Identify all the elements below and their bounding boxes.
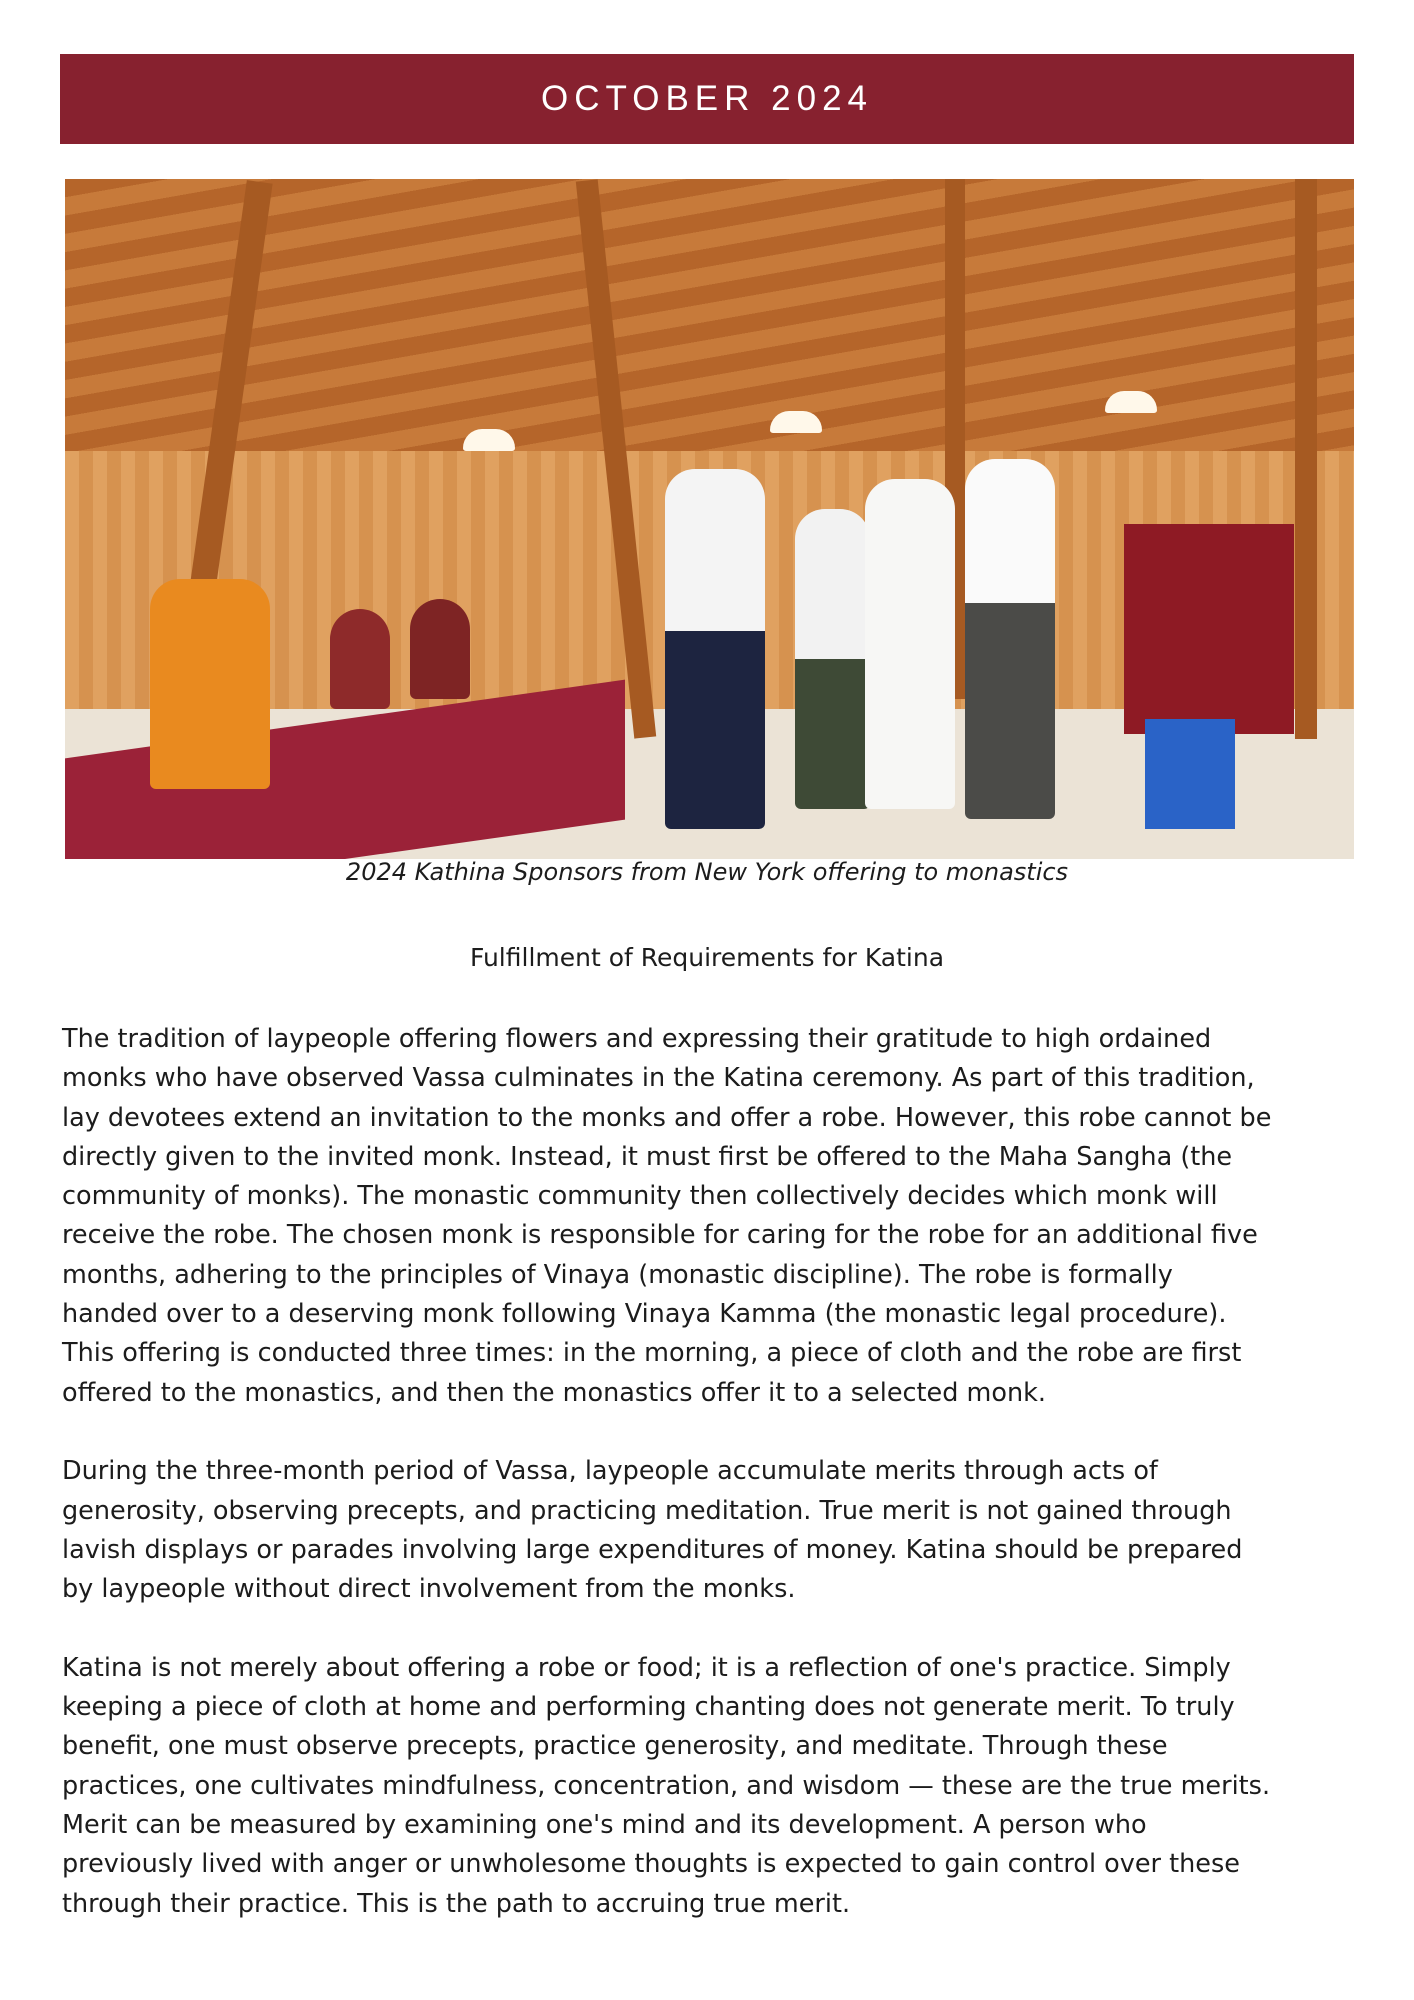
paragraph-line: Merit can be measured by examining one's mind and its development. A person who: [62, 1809, 1147, 1840]
paragraph-line: lavish displays or parades involving large expenditures of money. Katina should be prepared: [62, 1534, 1243, 1565]
sponsor-figure: [865, 479, 955, 809]
paragraph-line: directly given to the invited monk. Instead, it must first be offered to the Maha Sangha (the: [62, 1141, 1233, 1172]
article-paragraph: [62, 1452, 1362, 1609]
paragraph-line: benefit, one must observe precepts, practice generosity, and meditate. Through these: [62, 1731, 1168, 1762]
paragraph-line: This offering is conducted three times: in the morning, a piece of cloth and the robe are first: [62, 1338, 1242, 1369]
lamp-icon: [463, 429, 515, 451]
paragraph-line: previously lived with anger or unwholesome thoughts is expected to gain control over these: [62, 1849, 1240, 1880]
article-body: [62, 1020, 1362, 1963]
kathina-ceremony-photo: [65, 179, 1354, 859]
month-banner: [60, 54, 1354, 144]
paragraph-line: generosity, observing precepts, and practicing meditation. True merit is not gained through: [62, 1495, 1232, 1526]
lamp-icon: [1105, 391, 1157, 413]
paragraph-line: monks who have observed Vassa culminates in the Katina ceremony. As part of this tradition,: [62, 1063, 1255, 1094]
paragraph-line: receive the robe. The chosen monk is responsible for caring for the robe for an additional five: [62, 1220, 1258, 1251]
banner-title: OCTOBER 2024: [540, 79, 874, 118]
photo-curtain: [1124, 524, 1294, 734]
paragraph-line: community of monks). The monastic community then collectively decides which monk will: [62, 1181, 1218, 1212]
sponsor-figure: [965, 459, 1055, 819]
article-paragraph: [62, 1020, 1362, 1413]
paragraph-line: During the three-month period of Vassa, laypeople accumulate merits through acts of: [62, 1456, 1158, 1487]
monk-figure: [410, 599, 470, 699]
paragraph-line: keeping a piece of cloth at home and performing chanting does not generate merit. To truly: [62, 1692, 1235, 1723]
sponsor-figure: [795, 509, 870, 809]
monk-figure: [330, 609, 390, 709]
paragraph-line: months, adhering to the principles of Vinaya (monastic discipline). The robe is formally: [62, 1259, 1173, 1290]
gift-bag: [1145, 719, 1235, 829]
paragraph-line: through their practice. This is the path to accruing true merit.: [62, 1888, 851, 1919]
article-paragraph: [62, 1649, 1362, 1924]
photo-beam: [1295, 179, 1317, 739]
paragraph-line: practices, one cultivates mindfulness, concentration, and wisdom — these are the true merits.: [62, 1770, 1271, 1801]
lamp-icon: [770, 411, 822, 433]
paragraph-line: handed over to a deserving monk following Vinaya Kamma (the monastic legal procedure).: [62, 1299, 1227, 1330]
paragraph-line: offered to the monastics, and then the monastics offer it to a selected monk.: [62, 1377, 1046, 1408]
paragraph-line: The tradition of laypeople offering flowers and expressing their gratitude to high ordained: [62, 1024, 1212, 1054]
article-heading: Fulfillment of Requirements for Katina: [469, 943, 945, 972]
paragraph-line: lay devotees extend an invitation to the monks and offer a robe. However, this robe cannot be: [62, 1102, 1272, 1133]
paragraph-line: Katina is not merely about offering a robe or food; it is a reflection of one's practice. Simply: [62, 1652, 1231, 1683]
paragraph-line: by laypeople without direct involvement from the monks.: [62, 1574, 796, 1605]
sponsor-figure: [665, 469, 765, 829]
monk-figure: [150, 579, 270, 789]
photo-caption: 2024 Kathina Sponsors from New York offering to monastics: [345, 858, 1069, 886]
